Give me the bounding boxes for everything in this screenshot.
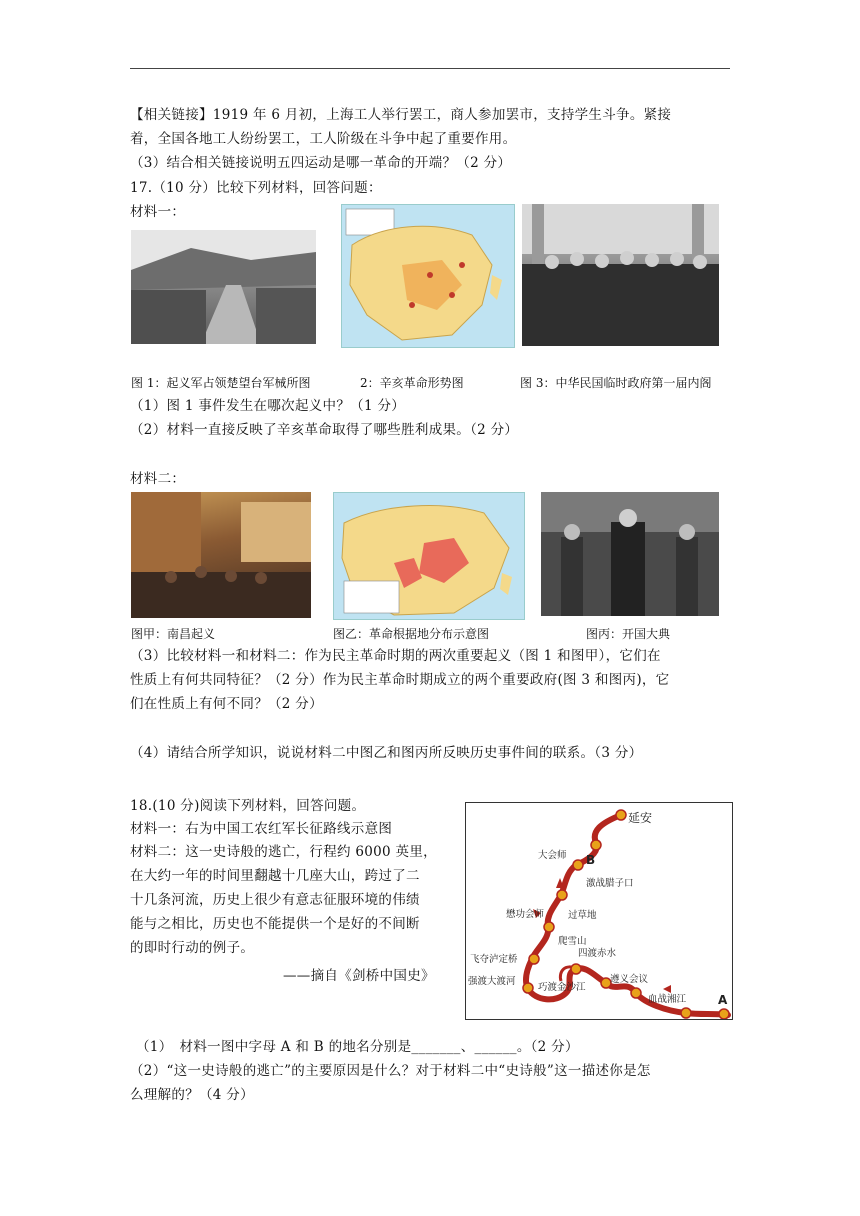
label-lazikou: 激战腊子口 bbox=[586, 878, 634, 889]
label-dadu: 强渡大渡河 bbox=[468, 976, 516, 987]
question-17-4: （4）请结合所学知识，说说材料二中图乙和图丙所反映历史事件间的联系。（3 分） bbox=[130, 745, 643, 761]
material-18-2-line-1: 材料二：这一史诗般的逃亡，行程约 6000 英里， bbox=[130, 844, 437, 860]
caption-figure-2: 2：辛亥革命形势图 bbox=[360, 376, 464, 390]
material-18-2-line-3: 十几条河流，历史上很少有意志征服环境的伟绩 bbox=[130, 892, 420, 908]
question-17-title: 17.（10 分）比较下列材料，回答问题： bbox=[130, 180, 382, 196]
caption-figure-yi: 图乙：革命根据地分布示意图 bbox=[333, 627, 490, 641]
material-18-2-line-5: 的即时行动的例子。 bbox=[130, 940, 255, 956]
source-citation: ——摘自《剑桥中国史》 bbox=[283, 968, 435, 984]
founding-ceremony-photo bbox=[541, 492, 719, 616]
question-17-3-line-2: 性质上有何共同特征？（2 分）作为民主革命时期成立的两个重要政府(图 3 和图丙)，它 bbox=[130, 672, 670, 688]
question-16-3: （3）结合相关链接说明五四运动是哪一革命的开端？（2 分） bbox=[130, 155, 512, 171]
label-a: A bbox=[718, 993, 728, 1007]
xinhai-map bbox=[341, 204, 515, 348]
label-chishui: 四渡赤水 bbox=[578, 948, 617, 959]
label-zunyi: 遵义会议 bbox=[610, 974, 649, 985]
label-caodi: 过草地 bbox=[568, 910, 597, 921]
label-yanan: 延安 bbox=[628, 811, 653, 825]
nanchang-painting bbox=[131, 492, 311, 618]
base-area-map bbox=[333, 492, 525, 620]
material-1-label: 材料一： bbox=[130, 204, 186, 220]
caption-figure-jia: 图甲：南昌起义 bbox=[131, 627, 216, 641]
caption-figure-3: 图 3：中华民国临时政府第一届内阁 bbox=[520, 376, 712, 390]
material-2-label: 材料二： bbox=[130, 471, 186, 487]
label-dahuishi: 大会师 bbox=[538, 850, 567, 861]
cabinet-photo bbox=[522, 204, 719, 346]
label-maogong: 懋功会师 bbox=[506, 909, 545, 920]
caption-figure-bing: 图丙：开国大典 bbox=[586, 627, 671, 641]
question-18-1: （1） 材料一图中字母 A 和 B 的地名分别是_______、______。（2 分） bbox=[136, 1039, 579, 1055]
question-18-title: 18.(10 分)阅读下列材料，回答问题。 bbox=[130, 798, 366, 814]
question-17-3-line-3: 们在性质上有何不同？（2 分） bbox=[130, 696, 323, 712]
caption-figure-1: 图 1：起义军占领楚望台军械所图 bbox=[131, 376, 311, 390]
label-jinsha: 巧渡金沙江 bbox=[538, 982, 586, 993]
label-xiangjiang: 血战湘江 bbox=[648, 994, 687, 1005]
material-18-2-line-4: 能与之相比，历史也不能提供一个是好的不间断 bbox=[130, 916, 420, 932]
question-18-2-line-2: 么理解的？（4 分） bbox=[130, 1087, 254, 1103]
related-link-line-2: 着，全国各地工人纷纷罢工，工人阶级在斗争中起了重要作用。 bbox=[130, 131, 517, 147]
question-18-2-line-1: （2）“这一史诗般的逃亡”的主要原因是什么？对于材料二中“史诗般”这一描述你是怎 bbox=[130, 1063, 651, 1079]
question-17-2: （2）材料一直接反映了辛亥革命取得了哪些胜利成果。（2 分） bbox=[130, 422, 519, 438]
related-link-line-1: 【相关链接】1919 年 6 月初，上海工人举行罢工，商人参加罢市，支持学生斗争。紧接 bbox=[130, 107, 672, 123]
question-17-1: （1）图 1 事件发生在哪次起义中？（1 分） bbox=[130, 398, 406, 414]
header-rule bbox=[130, 68, 730, 69]
question-17-3-line-1: （3）比较材料一和材料二：作为民主革命时期的两次重要起义（图 1 和图甲），它们在 bbox=[130, 648, 661, 664]
long-march-route-map bbox=[465, 802, 733, 1020]
label-luding: 飞夺泸定桥 bbox=[470, 954, 518, 965]
label-b: B bbox=[586, 853, 596, 867]
material-18-2-line-2: 在大约一年的时间里翻越十几座大山，跨过了二 bbox=[130, 868, 420, 884]
material-18-1: 材料一：右为中国工农红军长征路线示意图 bbox=[130, 821, 393, 837]
armory-photo bbox=[131, 230, 316, 344]
label-xueshan: 爬雪山 bbox=[558, 936, 587, 947]
